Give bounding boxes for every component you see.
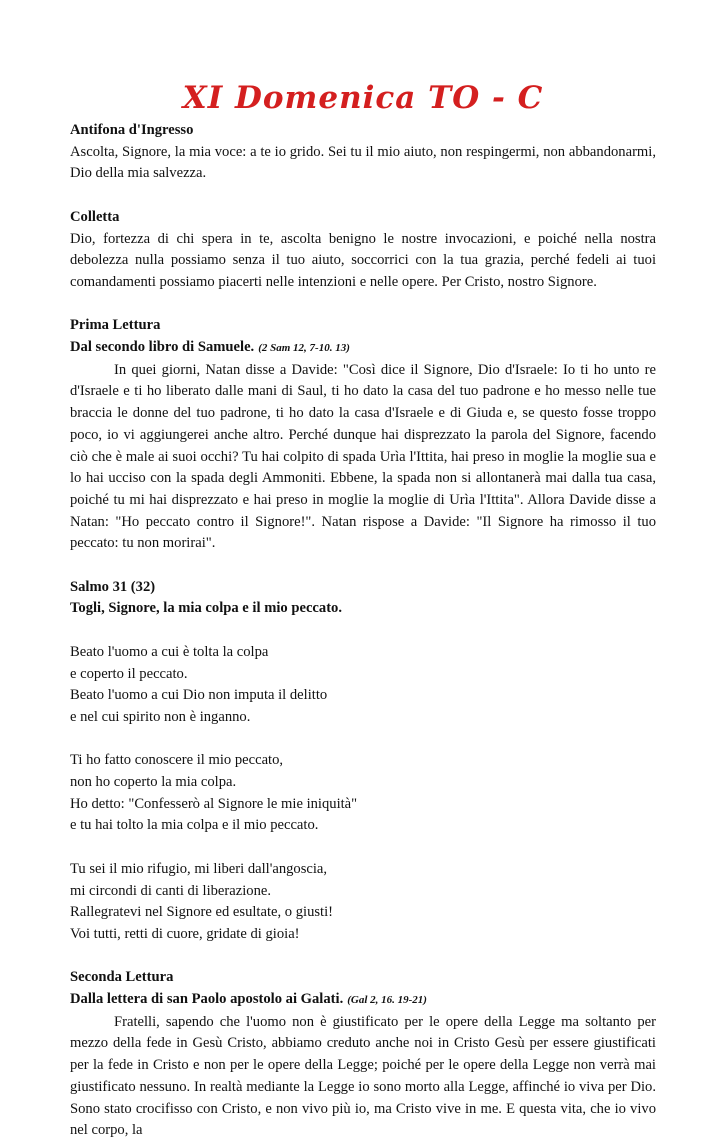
prima-lettura-text: In quei giorni, Natan disse a Davide: "Così dice il Signore, Dio d'Israele: Io ti ho unto re d'Israele e ti ho liberato dalle mani di Saul, ti ho dato la casa del tuo padrone e ho messo nelle tue braccia le donne del tuo padrone, ti ho dato la casa d'Israele e di Giuda e, se questo fosse troppo poco, io vi aggiungerei anche altro. Perché dunque hai disprezzato la parola del Signore, facendo ciò che è male ai suoi occhi? Tu hai colpito di spada Urìa l'Ittita, hai preso in moglie la moglie sua e lo hai ucciso con la spada degli Ammoniti. Ebbene, la spada non si allontanerà mai dalla tua casa, poiché tu mi hai disprezzato e hai preso in moglie la moglie di Urìa l'Ittita". Allora Davide disse a Natan: "Ho peccato contro il Signore!". Natan rispose a Davide: "Il Signore ha rimosso il tuo peccato: tu non morirai". (70, 361, 656, 552)
colletta-heading: Colletta (70, 208, 120, 225)
salmo-verse: Ti ho fatto conoscere il mio peccato, (70, 752, 284, 769)
seconda-lettura-source-text: Dalla lettera di san Paolo apostolo ai Galati. (70, 991, 344, 1008)
salmo-spacer (70, 620, 656, 642)
salmo-verse: e coperto il peccato. (70, 665, 188, 682)
salmo-stanza (70, 642, 656, 729)
salmo-verse: e nel cui spirito non è inganno. (70, 708, 251, 725)
seconda-lettura-reference: (Gal 2, 16. 19-21) (347, 994, 427, 1007)
prima-lettura-source-text: Dal secondo libro di Samuele. (70, 339, 255, 355)
prima-lettura-heading: Prima Lettura (70, 317, 161, 334)
salmo-verse: Ho detto: "Confesserò al Signore le mie iniquità" (70, 795, 358, 812)
salmo-section (70, 577, 656, 946)
liturgy-content (70, 120, 656, 1142)
antifona-heading: Antifona d'Ingresso (70, 122, 194, 138)
colletta-text: Dio, fortezza di chi spera in te, ascolta benigno le nostre invocazioni, e poiché nella nostra debolezza nulla possiamo senza il tuo aiuto, soccorrici con la tua grazia, perché fedeli ai tuoi comandamenti possiamo piacerti nelle intenzioni e nelle opere. Per Cristo, nostro Signore. (70, 230, 656, 290)
salmo-refrain: Togli, Signore, la mia colpa e il mio peccato. (70, 600, 343, 617)
salmo-stanza (70, 859, 656, 946)
salmo-verse: Rallegratevi nel Signore ed esultate, o giusti! (70, 904, 334, 921)
prima-lettura-section (70, 315, 656, 555)
salmo-verse: Beato l'uomo a cui è tolta la colpa (70, 643, 269, 660)
salmo-heading: Salmo 31 (32) (70, 578, 156, 595)
seconda-lettura-section (70, 967, 656, 1142)
salmo-stanza (70, 750, 656, 837)
salmo-verse: Voi tutti, retti di cuore, gridate di gioia! (70, 925, 300, 942)
antifona-section (70, 120, 656, 185)
seconda-lettura-text: Fratelli, sapendo che l'uomo non è giustificato per le opere della Legge ma soltanto per mezzo della fede in Gesù Cristo, abbiamo creduto anche noi in Cristo Gesù per essere giustificati per la fede in Cristo e non per le opere della Legge; poiché per le opere della Legge non verrà mai giustificato nessuno. In realtà mediante la Legge io sono morto alla Legge, affinché io viva per Dio. Sono stato crocifisso con Cristo, e non vivo più io, ma Cristo vive in me. E questa vita, che io vivo nel corpo, la (70, 1013, 656, 1139)
seconda-lettura-heading: Seconda Lettura (70, 969, 174, 986)
colletta-section (70, 207, 656, 294)
salmo-verse: Tu sei il mio rifugio, mi liberi dall'angoscia, (70, 860, 328, 877)
salmo-verse: e tu hai tolto la mia colpa e il mio peccato. (70, 817, 319, 834)
seconda-lettura-source (70, 989, 656, 1012)
prima-lettura-source (70, 337, 656, 360)
salmo-verse: non ho coperto la mia colpa. (70, 774, 237, 791)
salmo-verse: Beato l'uomo a cui Dio non imputa il delitto (70, 687, 328, 704)
salmo-verse: mi circondi di canti di liberazione. (70, 882, 271, 899)
page-title: XI Domenica TO - C (182, 80, 544, 116)
prima-lettura-reference: (2 Sam 12, 7-10. 13) (258, 342, 350, 354)
antifona-text: Ascolta, Signore, la mia voce: a te io grido. Sei tu il mio aiuto, non respingermi, non abbandonarmi, Dio della mia salvezza. (70, 143, 656, 182)
